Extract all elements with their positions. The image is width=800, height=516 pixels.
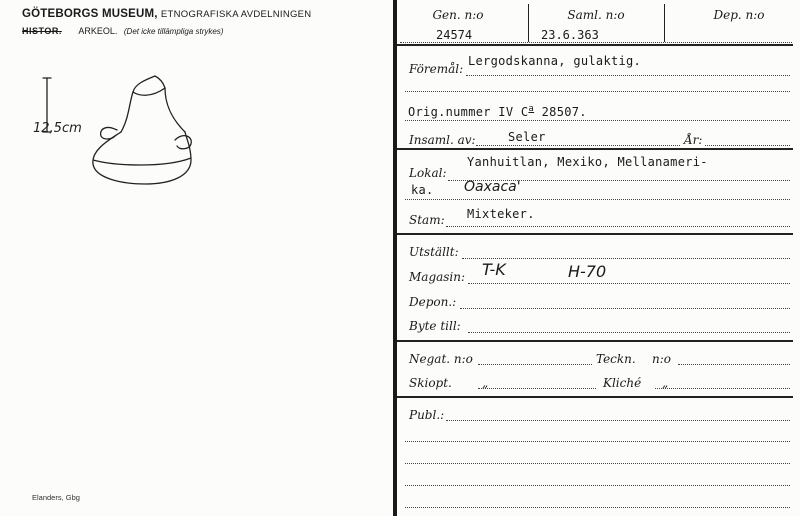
depon-rule bbox=[460, 308, 790, 309]
lokal-rule-2 bbox=[405, 199, 790, 200]
orig-number-superscript: a bbox=[528, 104, 535, 114]
insaml-label: Insaml. av: bbox=[409, 133, 476, 147]
museum-name: GÖTEBORGS MUSEUM, bbox=[22, 8, 158, 20]
lokal-value-line2: ka. bbox=[411, 183, 434, 197]
magasin-value-2: H-70 bbox=[568, 262, 607, 281]
museum-header bbox=[22, 8, 311, 20]
teckn-label: Teckn. bbox=[596, 352, 636, 366]
lokal-label: Lokal: bbox=[409, 166, 447, 180]
section-border-3 bbox=[397, 340, 793, 342]
orig-number-value: 28507. bbox=[541, 105, 587, 119]
printer-mark: Elanders, Gbg bbox=[32, 493, 80, 502]
orig-rule bbox=[405, 120, 790, 121]
skiopt-label: Skiopt. bbox=[409, 376, 452, 390]
ar-rule bbox=[705, 145, 790, 146]
orig-number-text: Orig.nummer IV C bbox=[408, 105, 529, 119]
department-subheader bbox=[22, 26, 223, 36]
teckn-no-label: n:o bbox=[652, 352, 671, 366]
stam-value: Mixteker. bbox=[467, 207, 535, 221]
publ-rule-1 bbox=[446, 420, 790, 421]
skiopt-ditto: „ bbox=[482, 376, 489, 390]
depon-label: Depon.: bbox=[409, 295, 457, 309]
gen-no-label: Gen. n:o bbox=[432, 8, 484, 22]
stam-rule bbox=[446, 226, 790, 227]
foremal-rule bbox=[466, 75, 790, 76]
struck-department: HISTOR. bbox=[22, 26, 62, 36]
header-border bbox=[397, 44, 793, 46]
blank-rule-1 bbox=[405, 91, 790, 92]
arkeol-label: ARKEOL. bbox=[78, 26, 118, 36]
byte-till-label: Byte till: bbox=[409, 319, 461, 333]
publ-rule-5 bbox=[405, 507, 790, 508]
negat-label: Negat. n:o bbox=[409, 352, 473, 366]
strike-note: (Det icke tillämpliga strykes) bbox=[123, 27, 224, 36]
card-divider bbox=[393, 0, 397, 516]
kliche-label: Kliché bbox=[603, 376, 642, 390]
section-border-4 bbox=[397, 396, 793, 398]
foremal-label: Föremål: bbox=[409, 62, 464, 76]
lokal-handwritten: Oaxaca' bbox=[464, 179, 521, 195]
insaml-value: Seler bbox=[508, 130, 546, 144]
section-border-1 bbox=[397, 148, 793, 150]
utstallt-label: Utställt: bbox=[409, 245, 459, 259]
foremal-value: Lergodskanna, gulaktig. bbox=[468, 54, 642, 68]
header-rule bbox=[400, 42, 792, 43]
publ-rule-3 bbox=[405, 463, 790, 464]
gen-no-value: 24574 bbox=[436, 28, 473, 42]
utstallt-rule bbox=[462, 258, 790, 259]
department-name: ETNOGRAFISKA AVDELNINGEN bbox=[160, 9, 312, 20]
height-note: 12,5cm bbox=[33, 121, 82, 136]
insaml-rule bbox=[476, 145, 680, 146]
kliche-rule bbox=[655, 388, 790, 389]
jug-sketch bbox=[25, 70, 205, 190]
skiopt-rule bbox=[478, 388, 596, 389]
publ-rule-2 bbox=[405, 441, 790, 442]
teckn-rule bbox=[678, 364, 790, 365]
lokal-value-line1: Yanhuitlan, Mexiko, Mellanameri- bbox=[467, 155, 708, 169]
column-separator-2 bbox=[664, 4, 665, 42]
dep-no-label: Dep. n:o bbox=[713, 8, 765, 22]
publ-label: Publ.: bbox=[409, 408, 445, 422]
stam-label: Stam: bbox=[409, 213, 445, 227]
orig-number bbox=[408, 104, 587, 119]
negat-rule bbox=[478, 364, 592, 365]
magasin-value-1: T-K bbox=[482, 260, 506, 279]
section-border-2 bbox=[397, 233, 793, 235]
magasin-rule bbox=[468, 283, 790, 284]
magasin-label: Magasin: bbox=[409, 270, 466, 284]
kliche-ditto: „ bbox=[662, 376, 669, 390]
ar-label: År: bbox=[684, 133, 703, 147]
saml-no-value: 23.6.363 bbox=[541, 28, 599, 42]
publ-rule-4 bbox=[405, 485, 790, 486]
column-separator-1 bbox=[528, 4, 529, 42]
byte-till-rule bbox=[468, 332, 790, 333]
saml-no-label: Saml. n:o bbox=[567, 8, 625, 22]
